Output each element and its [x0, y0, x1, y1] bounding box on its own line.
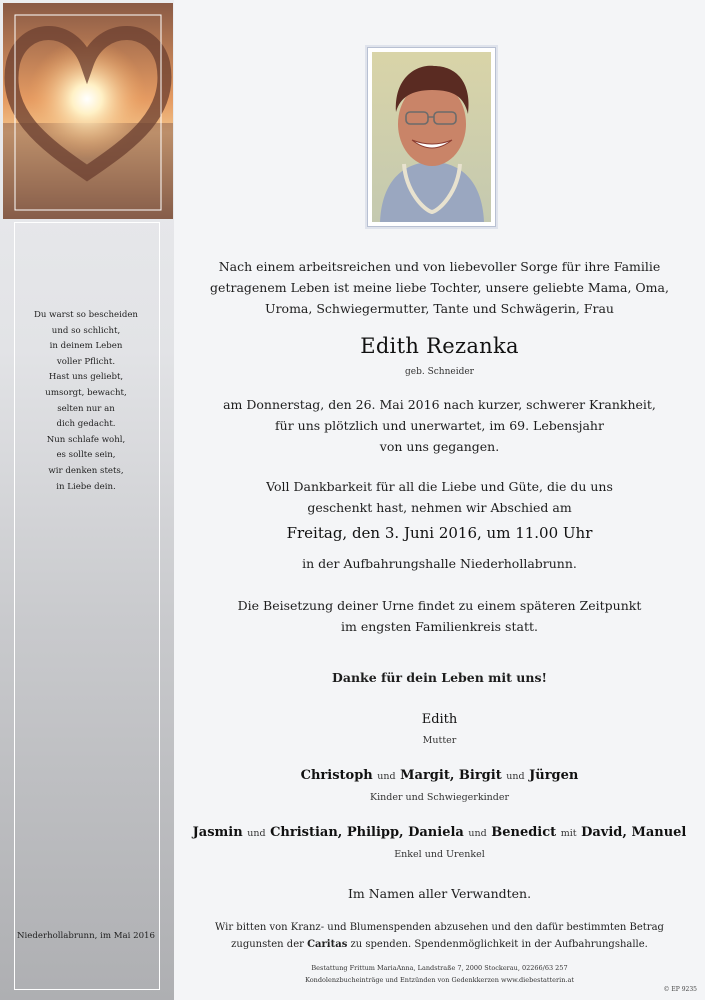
children-names — [174, 768, 705, 783]
poem-line: Hast uns geliebt, — [48, 372, 124, 383]
death-line-3: von uns gegangen. — [379, 439, 500, 454]
thanks-line: Danke für dein Leben mit uns! — [332, 670, 547, 685]
poem-line: wir denken stets, — [48, 465, 124, 476]
poem-line: es sollte sein, — [56, 450, 116, 461]
relatives-line: Im Namen aller Verwandten. — [347, 886, 532, 901]
poem-line: voller Pflicht. — [56, 356, 116, 367]
great-grandchild-name: David, Manuel — [581, 825, 687, 840]
deceased-name: Edith Rezanka — [360, 334, 519, 358]
print-reference: © EP 9235 — [663, 986, 697, 993]
grandchild-name: Christian, Philipp, Daniela — [270, 825, 464, 840]
poem-line: umsorgt, bewacht, — [45, 387, 127, 398]
donation-line-1: Wir bitten von Kranz- und Blumenspenden abzusehen und den dafür bestimmten Betrag — [215, 922, 664, 933]
poem-line: dich gedacht. — [56, 419, 116, 430]
child-name: Margit, Birgit — [400, 768, 502, 783]
poem-line: selten nur an — [57, 403, 115, 414]
heart-hands-image — [3, 3, 173, 219]
conjunction: und — [247, 828, 266, 839]
grandchild-name: Benedict — [491, 825, 557, 840]
intro-line-2: getragenem Leben ist meine liebe Tochter, unsere geliebte Mama, Oma, — [210, 280, 669, 295]
death-line-2: für uns plötzlich und unerwartet, im 69. Lebensjahr — [275, 418, 604, 433]
conjunction: und — [506, 771, 525, 782]
child-name: Jürgen — [529, 768, 579, 783]
farewell-date: Freitag, den 3. Juni 2016, um 11.00 Uhr — [286, 524, 593, 542]
charity-name: Caritas — [307, 939, 348, 950]
poem-line: Du warst so bescheiden — [34, 310, 138, 320]
donation-line-2 — [174, 936, 705, 953]
burial-line-2: im engsten Familienkreis statt. — [341, 619, 538, 634]
conjunction: mit — [560, 828, 577, 839]
undertaker-line-1: Bestattung Frittum MariaAnna, Landstraße 7, 2000 Stockerau, 02266/63 257 — [311, 964, 568, 972]
donation-text: zu spenden. Spendenmöglichkeit in der Aufbahrungshalle. — [350, 939, 648, 950]
sidebar — [0, 0, 174, 1000]
portrait-photo — [367, 47, 496, 227]
conjunction: und — [468, 828, 487, 839]
conjunction: und — [377, 771, 396, 782]
farewell-location: in der Aufbahrungshalle Niederhollabrunn. — [302, 556, 577, 571]
obituary-main — [174, 0, 705, 1000]
farewell-line-2: geschenkt hast, nehmen wir Abschied am — [307, 500, 572, 515]
burial-line-1: Die Beisetzung deiner Urne findet zu einem späteren Zeitpunkt — [237, 598, 642, 613]
poem-line: Nun schlafe wohl, — [46, 434, 126, 445]
grandchildren-role: Enkel und Urenkel — [394, 849, 485, 860]
grandchildren-names — [174, 825, 705, 840]
place-date: Niederhollabrunn, im Mai 2016 — [17, 931, 155, 941]
poem-line: und so schlicht, — [51, 325, 121, 336]
poem — [14, 308, 158, 495]
donation-text: zugunsten der — [231, 939, 304, 950]
grandchild-name: Jasmin — [192, 825, 243, 840]
mother-name: Edith — [421, 712, 458, 727]
mother-role: Mutter — [422, 735, 457, 746]
intro-line-1: Nach einem arbeitsreichen und von liebevoller Sorge für ihre Familie — [218, 259, 661, 274]
intro-line-3: Uroma, Schwiegermutter, Tante und Schwägerin, Frau — [265, 301, 614, 316]
death-line-1: am Donnerstag, den 26. Mai 2016 nach kurzer, schwerer Krankheit, — [223, 397, 656, 412]
children-role: Kinder und Schwiegerkinder — [370, 792, 509, 803]
child-name: Christoph — [300, 768, 373, 783]
maiden-name: geb. Schneider — [405, 367, 474, 377]
farewell-line-1: Voll Dankbarkeit für all die Liebe und Güte, die du uns — [266, 479, 613, 494]
undertaker-line-2: Kondolenzbucheinträge und Entzünden von Gedenkkerzen www.diebestatterin.at — [305, 976, 574, 984]
poem-line: in deinem Leben — [49, 341, 123, 352]
poem-line: in Liebe dein. — [56, 481, 116, 492]
